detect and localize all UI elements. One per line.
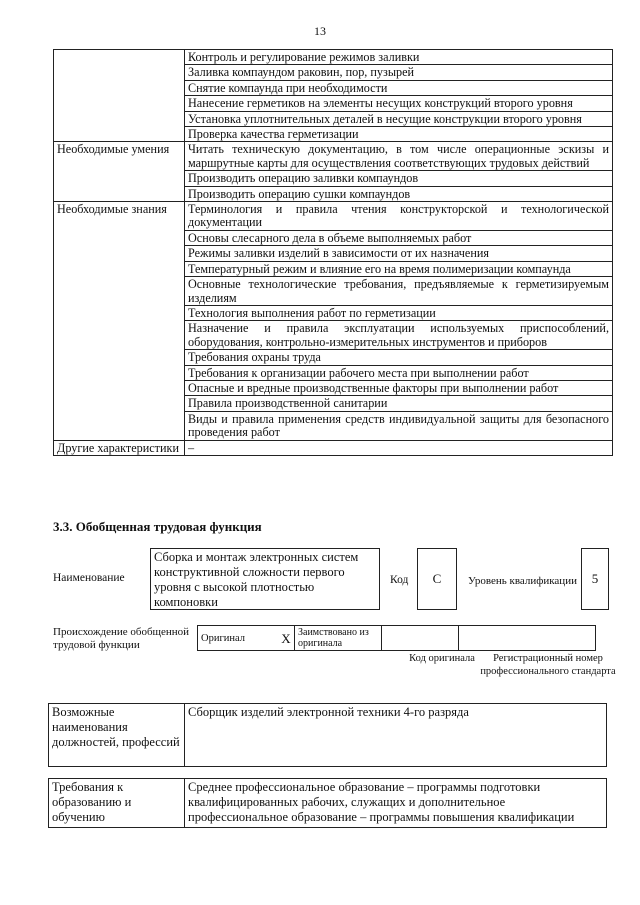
code-label: Код (390, 574, 409, 586)
requirement-item: Основы слесарного дела в объеме выполняемых работ (185, 230, 613, 245)
requirement-item: Режимы заливки изделий в зависимости от их назначения (185, 246, 613, 261)
table-row (54, 440, 613, 455)
education-value: Среднее профессиональное образование – программы подготовки квалифицированных рабочих, служащих и дополнительное профессиональное образование – программы повышения квалификации (185, 779, 607, 828)
row-group-label (54, 50, 185, 142)
function-name-box: Сборка и монтаж электронных систем конструктивной сложности первого уровня с высокой плотностью компоновки (150, 548, 380, 610)
education-label: Требования к образованию и обучению (49, 779, 185, 828)
row-group-label: Необходимые знания (54, 202, 185, 441)
origin-label: Происхождение обобщенной трудовой функции (53, 626, 190, 651)
requirement-item: Температурный режим и влияние его на время полимеризации компаунда (185, 261, 613, 276)
table-row (54, 50, 613, 65)
requirement-item: Виды и правила применения средств индивидуальной защиты для безопасного проведения работ (185, 411, 613, 440)
requirement-item: Заливка компаундом раковин, пор, пузырей (185, 65, 613, 80)
row-group-label: Необходимые умения (54, 142, 185, 202)
requirement-item: Производить операцию сушки компаундов (185, 186, 613, 201)
level-value-box: 5 (581, 548, 609, 610)
requirement-item: Требования охраны труда (185, 350, 613, 365)
requirement-item: Основные технологические требования, предъявляемые к герметизируемым изделиям (185, 277, 613, 306)
level-label: Уровень квалификации (468, 575, 577, 587)
requirement-item: Проверка качества герметизации (185, 127, 613, 142)
requirement-item: Требования к организации рабочего места при выполнении работ (185, 365, 613, 380)
requirement-item: Правила производственной санитарии (185, 396, 613, 411)
requirement-item: Назначение и правила эксплуатации используемых приспособлений, оборудования, контрольно-измерительных инструментов и приборов (185, 321, 613, 350)
requirement-item: Контроль и регулирование режимов заливки (185, 50, 613, 65)
origin-table (197, 625, 596, 651)
requirement-item: Технология выполнения работ по герметизации (185, 305, 613, 320)
education-table (48, 778, 607, 828)
positions-table (48, 703, 607, 767)
page-number: 13 (314, 24, 326, 38)
positions-value: Сборщик изделий электронной техники 4-го разряда (185, 704, 607, 767)
section-title: 3.3. Обобщенная трудовая функция (53, 519, 262, 534)
name-label: Наименование (53, 572, 125, 584)
table-row (54, 202, 613, 231)
requirement-item: Снятие компаунда при необходимости (185, 80, 613, 95)
table-row (54, 142, 613, 171)
borrowed-label: Заимствовано из оригинала (295, 626, 382, 651)
positions-label: Возможные наименования должностей, профессий (49, 704, 185, 767)
requirement-item: Установка уплотнительных деталей в несущие конструкции второго уровня (185, 111, 613, 126)
requirement-item: Терминология и правила чтения конструкторской и технологической документации (185, 202, 613, 231)
code-value-box: C (417, 548, 457, 610)
origin-code-cell (382, 626, 459, 651)
requirement-item: Производить операцию заливки компаундов (185, 171, 613, 186)
requirement-item: Нанесение герметиков на элементы несущих конструкций второго уровня (185, 96, 613, 111)
origin-code-caption: Код оригинала (409, 653, 475, 664)
original-mark: X (278, 626, 295, 651)
knowledge-skills-table (53, 49, 613, 456)
requirement-item: Опасные и вредные производственные факторы при выполнении работ (185, 380, 613, 395)
requirement-item: – (185, 440, 613, 455)
row-group-label: Другие характеристики (54, 440, 185, 455)
reg-number-cell (459, 626, 596, 651)
original-label: Оригинал (198, 626, 279, 651)
reg-number-caption: Регистрационный номер профессионального стандарта (480, 653, 616, 677)
requirement-item: Читать техническую документацию, в том числе операционные эскизы и маршрутные карты для осуществления соответствующих трудовых действий (185, 142, 613, 171)
